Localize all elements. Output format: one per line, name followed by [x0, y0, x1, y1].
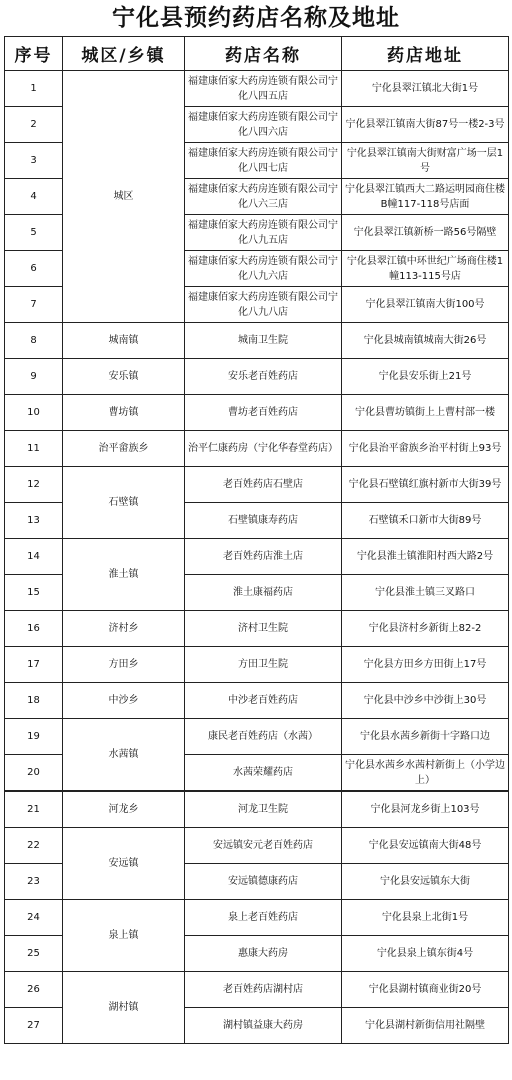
- row-number: 10: [5, 395, 63, 431]
- pharmacy-address: 宁化县湖村新街信用社隔壁: [342, 1008, 509, 1044]
- pharmacy-address: 宁化县翠江镇南大街100号: [342, 287, 509, 323]
- pharmacy-name: 安远镇安元老百姓药店: [185, 828, 342, 864]
- table-row: [5, 791, 509, 828]
- row-number: 20: [5, 755, 63, 792]
- row-number: 12: [5, 467, 63, 503]
- row-number: 9: [5, 359, 63, 395]
- pharmacy-name: 福建康佰家大药房连锁有限公司宁化八九八店: [185, 287, 342, 323]
- table-row: [5, 972, 509, 1008]
- pharmacy-address: 宁化县翠江镇北大街1号: [342, 71, 509, 107]
- row-number: 5: [5, 215, 63, 251]
- header-row: [5, 37, 509, 71]
- pharmacy-address: 宁化县翠江镇中环世纪广场商住楼1幢113-115号店: [342, 251, 509, 287]
- pharmacy-address: 宁化县水茜乡新街十字路口边: [342, 719, 509, 755]
- pharmacy-address: 宁化县安远镇南大街48号: [342, 828, 509, 864]
- district-cell: 曹坊镇: [63, 395, 185, 431]
- district-cell: 石壁镇: [63, 467, 185, 539]
- row-number: 7: [5, 287, 63, 323]
- pharmacy-address: 宁化县河龙乡街上103号: [342, 791, 509, 828]
- pharmacy-name: 安乐老百姓药店: [185, 359, 342, 395]
- district-cell: 湖村镇: [63, 972, 185, 1044]
- table-row: [5, 395, 509, 431]
- pharmacy-address: 宁化县城南镇城南大街26号: [342, 323, 509, 359]
- row-number: 24: [5, 900, 63, 936]
- table-row: [5, 900, 509, 936]
- table-row: [5, 467, 509, 503]
- row-number: 2: [5, 107, 63, 143]
- pharmacy-address: 宁化县泉上北街1号: [342, 900, 509, 936]
- table-row: [5, 683, 509, 719]
- row-number: 27: [5, 1008, 63, 1044]
- pharmacy-address: 宁化县翠江镇西大二路运明园商住楼B幢117-118号店面: [342, 179, 509, 215]
- pharmacy-name: 安远镇德康药店: [185, 864, 342, 900]
- pharmacy-name: 福建康佰家大药房连锁有限公司宁化八四七店: [185, 143, 342, 179]
- pharmacy-address: 宁化县方田乡方田街上17号: [342, 647, 509, 683]
- pharmacy-address: 宁化县曹坊镇街上上曹村部一楼: [342, 395, 509, 431]
- pharmacy-name: 石壁镇康寿药店: [185, 503, 342, 539]
- pharmacy-name: 城南卫生院: [185, 323, 342, 359]
- pharmacy-name: 泉上老百姓药店: [185, 900, 342, 936]
- pharmacy-name: 中沙老百姓药店: [185, 683, 342, 719]
- pharmacy-name: 福建康佰家大药房连锁有限公司宁化八六三店: [185, 179, 342, 215]
- row-number: 16: [5, 611, 63, 647]
- pharmacy-name: 康民老百姓药店（水茜）: [185, 719, 342, 755]
- pharmacy-name: 水茜荣耀药店: [185, 755, 342, 792]
- district-cell: 治平畲族乡: [63, 431, 185, 467]
- row-number: 13: [5, 503, 63, 539]
- pharmacy-name: 治平仁康药房（宁化华春堂药店）: [185, 431, 342, 467]
- row-number: 4: [5, 179, 63, 215]
- table-row: [5, 539, 509, 575]
- row-number: 1: [5, 71, 63, 107]
- pharmacy-name: 济村卫生院: [185, 611, 342, 647]
- pharmacy-address: 宁化县济村乡新街上82-2: [342, 611, 509, 647]
- pharmacy-address: 宁化县翠江镇新桥一路56号隔壁: [342, 215, 509, 251]
- pharmacy-address: 宁化县石壁镇红旗村新市大街39号: [342, 467, 509, 503]
- pharmacy-name: 老百姓药店淮土店: [185, 539, 342, 575]
- row-number: 25: [5, 936, 63, 972]
- pharmacy-address: 宁化县泉上镇东街4号: [342, 936, 509, 972]
- header-pharmacy: 药店名称: [185, 37, 342, 71]
- pharmacy-name: 福建康佰家大药房连锁有限公司宁化八四五店: [185, 71, 342, 107]
- pharmacy-address: 宁化县水茜乡水茜村新街上（小学边上）: [342, 755, 509, 792]
- table-body: [5, 71, 509, 1044]
- district-cell: 水茜镇: [63, 719, 185, 792]
- district-cell: 安乐镇: [63, 359, 185, 395]
- district-cell: 淮土镇: [63, 539, 185, 611]
- district-cell: 河龙乡: [63, 791, 185, 828]
- row-number: 15: [5, 575, 63, 611]
- table-row: [5, 323, 509, 359]
- pharmacy-name: 曹坊老百姓药店: [185, 395, 342, 431]
- pharmacy-address: 宁化县淮土镇淮阳村西大路2号: [342, 539, 509, 575]
- table-row: [5, 828, 509, 864]
- row-number: 8: [5, 323, 63, 359]
- pharmacy-address: 宁化县翠江镇南大街财富广场一层1号: [342, 143, 509, 179]
- pharmacy-name: 福建康佰家大药房连锁有限公司宁化八九五店: [185, 215, 342, 251]
- district-cell: 中沙乡: [63, 683, 185, 719]
- row-number: 22: [5, 828, 63, 864]
- row-number: 6: [5, 251, 63, 287]
- pharmacy-address: 宁化县淮土镇三叉路口: [342, 575, 509, 611]
- row-number: 19: [5, 719, 63, 755]
- row-number: 11: [5, 431, 63, 467]
- row-number: 21: [5, 791, 63, 828]
- pharmacy-name: 老百姓药店石壁店: [185, 467, 342, 503]
- pharmacy-name: 湖村镇益康大药房: [185, 1008, 342, 1044]
- pharmacy-name: 惠康大药房: [185, 936, 342, 972]
- table-row: [5, 359, 509, 395]
- row-number: 14: [5, 539, 63, 575]
- pharmacy-address: 宁化县安远镇东大街: [342, 864, 509, 900]
- header-address: 药店地址: [342, 37, 509, 71]
- pharmacy-name: 方田卫生院: [185, 647, 342, 683]
- row-number: 26: [5, 972, 63, 1008]
- pharmacy-address: 宁化县湖村镇商业街20号: [342, 972, 509, 1008]
- table-row: [5, 719, 509, 755]
- table-row: [5, 647, 509, 683]
- row-number: 3: [5, 143, 63, 179]
- table-row: [5, 71, 509, 107]
- pharmacy-address: 宁化县中沙乡中沙街上30号: [342, 683, 509, 719]
- pharmacy-name: 老百姓药店湖村店: [185, 972, 342, 1008]
- district-cell: 城南镇: [63, 323, 185, 359]
- pharmacy-address: 石壁镇禾口新市大街89号: [342, 503, 509, 539]
- row-number: 17: [5, 647, 63, 683]
- district-cell: 安远镇: [63, 828, 185, 900]
- district-cell: 城区: [63, 71, 185, 323]
- row-number: 18: [5, 683, 63, 719]
- pharmacy-name: 福建康佰家大药房连锁有限公司宁化八四六店: [185, 107, 342, 143]
- row-number: 23: [5, 864, 63, 900]
- table-row: [5, 431, 509, 467]
- district-cell: 泉上镇: [63, 900, 185, 972]
- header-index: 序号: [5, 37, 63, 71]
- district-cell: 方田乡: [63, 647, 185, 683]
- pharmacy-table: [4, 36, 509, 1044]
- pharmacy-name: 福建康佰家大药房连锁有限公司宁化八九六店: [185, 251, 342, 287]
- header-district: 城区/乡镇: [63, 37, 185, 71]
- table-row: [5, 611, 509, 647]
- pharmacy-address: 宁化县治平畲族乡治平村街上93号: [342, 431, 509, 467]
- pharmacy-name: 河龙卫生院: [185, 791, 342, 828]
- page-title: 宁化县预约药店名称及地址: [112, 5, 400, 31]
- pharmacy-name: 淮土康福药店: [185, 575, 342, 611]
- pharmacy-address: 宁化县翠江镇南大街87号一楼2-3号: [342, 107, 509, 143]
- district-cell: 济村乡: [63, 611, 185, 647]
- pharmacy-address: 宁化县安乐街上21号: [342, 359, 509, 395]
